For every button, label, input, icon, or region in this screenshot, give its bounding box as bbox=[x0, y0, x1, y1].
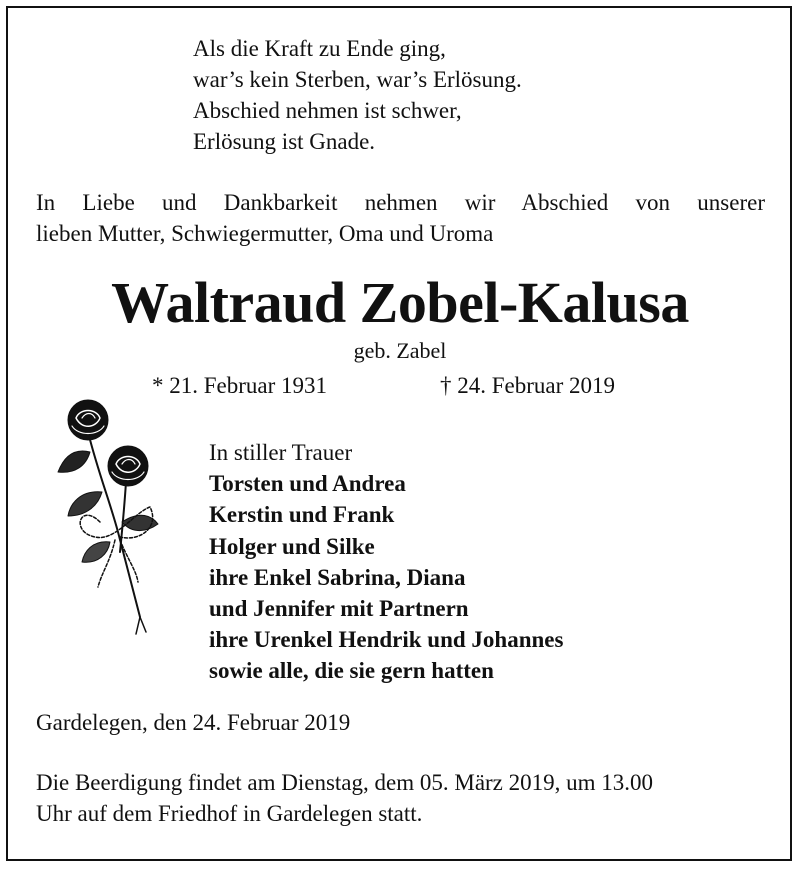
mourner-line: sowie alle, die sie gern hatten bbox=[209, 658, 494, 684]
mourner-line: Holger und Silke bbox=[209, 533, 375, 559]
poem bbox=[193, 33, 522, 157]
mourners-heading: In stiller Trauer bbox=[209, 440, 353, 465]
mourner-line: Torsten und Andrea bbox=[209, 471, 406, 497]
birth-date: * 21. Februar 1931 bbox=[152, 373, 328, 398]
funeral-line-1: Die Beerdigung findet am Dienstag, dem 05. März 2019, um 13.00 bbox=[36, 770, 654, 795]
mourner-line: und Jennifer mit Partnern bbox=[209, 595, 469, 621]
mourner-line: ihre Enkel Sabrina, Diana bbox=[209, 564, 466, 590]
mourners-list bbox=[209, 437, 563, 687]
intro-line-1: In Liebe und Dankbarkeit nehmen wir Abschied von unserer bbox=[36, 190, 765, 215]
birth-name: geb. Zabel bbox=[353, 338, 447, 363]
intro-text bbox=[36, 187, 765, 249]
mourner-line: ihre Urenkel Hendrik und Johannes bbox=[209, 627, 564, 653]
funeral-info bbox=[36, 767, 765, 829]
rose-icon bbox=[40, 392, 170, 642]
mourner-line: Kerstin und Frank bbox=[209, 502, 395, 528]
deceased-name: Waltraud Zobel-Kalusa bbox=[111, 270, 689, 335]
poem-line: Als die Kraft zu Ende ging, bbox=[193, 36, 446, 61]
poem-line: war’s kein Sterben, war’s Erlösung. bbox=[193, 67, 522, 92]
poem-line: Erlösung ist Gnade. bbox=[193, 129, 376, 154]
death-date: † 24. Februar 2019 bbox=[440, 373, 616, 398]
funeral-line-2: Uhr auf dem Friedhof in Gardelegen statt. bbox=[36, 801, 423, 826]
place-and-date: Gardelegen, den 24. Februar 2019 bbox=[36, 710, 351, 735]
intro-line-2: lieben Mutter, Schwiegermutter, Oma und Uroma bbox=[36, 221, 494, 246]
poem-line: Abschied nehmen ist schwer, bbox=[193, 98, 462, 123]
